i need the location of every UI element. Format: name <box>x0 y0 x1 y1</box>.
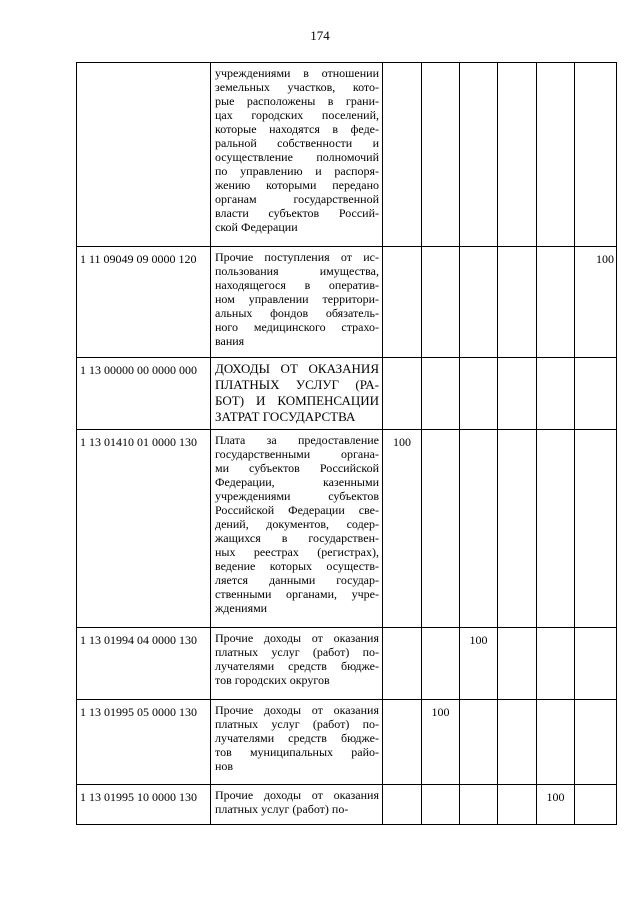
description-line: рые расположены в грани- <box>215 94 379 108</box>
value-cell <box>422 430 460 628</box>
description-line: власти субъектов Россий- <box>215 206 379 220</box>
description-line: находящегося в оператив- <box>215 278 379 292</box>
value-cell <box>460 63 498 247</box>
description-line: ми субъектов Российской <box>215 461 379 475</box>
description-cell <box>211 430 383 628</box>
description-line: жащихся в государствен- <box>215 531 379 545</box>
table-row <box>77 785 617 825</box>
value-cell <box>575 358 617 430</box>
budget-code-cell: 1 13 01995 05 0000 130 <box>77 700 211 785</box>
value-cell <box>575 63 617 247</box>
description-line: которые находятся в феде- <box>215 122 379 136</box>
table-row <box>77 63 617 247</box>
description-line: учреждениями в отношении <box>215 66 379 80</box>
value-cell <box>537 430 575 628</box>
value-cell <box>537 628 575 700</box>
description-line: осуществление полномочий <box>215 150 379 164</box>
value-cell <box>383 247 422 358</box>
value-cell <box>383 628 422 700</box>
value-cell <box>498 63 537 247</box>
description-line: платных услуг (работ) по- <box>215 717 379 731</box>
value-cell <box>422 358 460 430</box>
description-cell <box>211 63 383 247</box>
value-cell: 100 <box>422 700 460 785</box>
revenue-table <box>76 62 617 825</box>
description-line: БОТ) И КОМПЕНСАЦИИ <box>215 393 379 408</box>
value-cell <box>383 358 422 430</box>
description-line: Прочие доходы от оказания <box>215 631 379 645</box>
value-cell <box>498 247 537 358</box>
description-line: государственными органа- <box>215 447 379 461</box>
description-cell <box>211 785 383 825</box>
description-line: ных реестрах (регистрах), <box>215 545 379 559</box>
description-line: жению которыми передано <box>215 178 379 192</box>
value-cell <box>422 247 460 358</box>
description-line: ПЛАТНЫХ УСЛУГ (РА- <box>215 377 379 392</box>
description-line: цах городских поселений, <box>215 108 379 122</box>
description-line: ской Федерации <box>215 220 298 234</box>
description-line: дений, документов, содер- <box>215 517 379 531</box>
description-line: пользования имущества, <box>215 264 379 278</box>
description-line: органам государственной <box>215 192 379 206</box>
description-line: Прочие доходы от оказания <box>215 788 379 802</box>
description-cell <box>211 628 383 700</box>
value-cell <box>498 430 537 628</box>
value-cell <box>498 785 537 825</box>
description-line: лучателями средств бюдже- <box>215 731 379 745</box>
description-line: вания <box>215 334 245 348</box>
budget-code-cell: 1 13 01995 10 0000 130 <box>77 785 211 825</box>
description-line: нов <box>215 759 234 773</box>
description-line: платных услуг (работ) по- <box>215 645 379 659</box>
value-cell <box>537 700 575 785</box>
description-line: лучателями средств бюдже- <box>215 659 379 673</box>
table-row <box>77 247 617 358</box>
description-line: тов муниципальных райо- <box>215 745 379 759</box>
budget-code-cell <box>77 63 211 247</box>
description-line: Прочие поступления от ис- <box>215 250 379 264</box>
description-line: Российской Федерации све- <box>215 503 379 517</box>
budget-code-cell: 1 13 00000 00 0000 000 <box>77 358 211 430</box>
value-cell <box>498 700 537 785</box>
value-cell <box>575 628 617 700</box>
description-line: ного медицинского страхо- <box>215 320 379 334</box>
value-cell <box>460 785 498 825</box>
value-cell <box>498 628 537 700</box>
description-line: Прочие доходы от оказания <box>215 703 379 717</box>
table-row <box>77 700 617 785</box>
value-cell: 100 <box>575 247 617 358</box>
description-line: ЗАТРАТ ГОСУДАРСТВА <box>215 409 356 424</box>
value-cell <box>460 700 498 785</box>
value-cell <box>460 430 498 628</box>
description-line: ДОХОДЫ ОТ ОКАЗАНИЯ <box>215 361 379 376</box>
table-body <box>77 63 617 825</box>
value-cell <box>422 628 460 700</box>
budget-code-cell: 1 11 09049 09 0000 120 <box>77 247 211 358</box>
description-line: тов городских округов <box>215 673 330 687</box>
table-row <box>77 358 617 430</box>
description-line: альных фондов обязатель- <box>215 306 379 320</box>
value-cell <box>383 63 422 247</box>
description-line: ственными органами, учре- <box>215 587 379 601</box>
description-line: ном управлении территори- <box>215 292 379 306</box>
table-row <box>77 430 617 628</box>
page-number: 174 <box>310 28 330 43</box>
value-cell <box>383 700 422 785</box>
description-line: ждениями <box>215 601 268 615</box>
value-cell <box>383 785 422 825</box>
budget-code-cell: 1 13 01994 04 0000 130 <box>77 628 211 700</box>
description-line: платных услуг (работ) по- <box>215 802 349 816</box>
table-row <box>77 628 617 700</box>
value-cell <box>575 430 617 628</box>
budget-code-cell: 1 13 01410 01 0000 130 <box>77 430 211 628</box>
value-cell <box>537 247 575 358</box>
value-cell <box>537 358 575 430</box>
description-line: учреждениями субъектов <box>215 489 379 503</box>
description-line: ральной собственности и <box>215 136 379 150</box>
value-cell: 100 <box>537 785 575 825</box>
description-cell <box>211 700 383 785</box>
value-cell <box>575 785 617 825</box>
description-line: ведение которых осуществ- <box>215 559 379 573</box>
description-line: земельных участков, кото- <box>215 80 379 94</box>
description-line: ляется данными государ- <box>215 573 379 587</box>
description-cell <box>211 247 383 358</box>
value-cell <box>537 63 575 247</box>
value-cell <box>422 63 460 247</box>
description-cell <box>211 358 383 430</box>
value-cell <box>498 358 537 430</box>
value-cell <box>422 785 460 825</box>
description-line: Плата за предоставление <box>215 433 379 447</box>
description-line: Федерации, казенными <box>215 475 379 489</box>
value-cell: 100 <box>383 430 422 628</box>
description-line: по управлению и распоря- <box>215 164 379 178</box>
value-cell <box>460 247 498 358</box>
value-cell <box>460 358 498 430</box>
value-cell <box>575 700 617 785</box>
value-cell: 100 <box>460 628 498 700</box>
